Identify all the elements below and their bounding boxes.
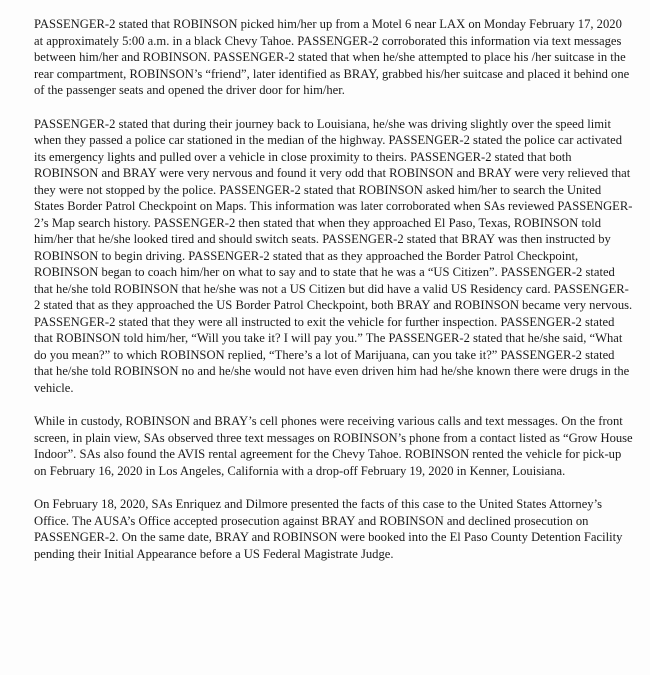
paragraph-pickup: PASSENGER-2 stated that ROBINSON picked him/her up from a Motel 6 near LAX on Monday February 17, 2020 at approximately 5:00 a.m. in a black Chevy Tahoe. PASSENGER-2 corroborated this information via text messages between him/her and ROBINSON. PASSENGER-2 stated that when he/she attempted to place his /her suitcase in the rear compartment, ROBINSON’s “friend”, later identified as BRAY, grabbed his/her suitcase and placed it behind one of the passenger seats and opened the driver door for him/her. <box>34 17 630 97</box>
paragraph-custody: While in custody, ROBINSON and BRAY’s cell phones were receiving various calls and text messages. On the front screen, in plain view, SAs observed three text messages on ROBINSON’s phone from a contact listed as “Grow House Indoor”. SAs also found the AVIS rental agreement for the Chevy Tahoe. ROBINSON rented the vehicle for pick-up on February 16, 2020 in Los Angeles, California with a drop-off February 19, 2020 in Kenner, Louisiana. <box>34 414 633 478</box>
document-body <box>34 16 634 562</box>
paragraph-prosecution: On February 18, 2020, SAs Enriquez and Dilmore presented the facts of this case to the United States Attorney’s Office. The AUSA’s Office accepted prosecution against BRAY and ROBINSON and declined prosecution on PASSENGER-2. On the same date, BRAY and ROBINSON were booked into the El Paso County Detention Facility pending their Initial Appearance before a US Federal Magistrate Judge. <box>34 497 623 561</box>
paragraph-journey: PASSENGER-2 stated that during their journey back to Louisiana, he/she was driving slightly over the speed limit when they passed a police car stationed in the median of the highway. PASSENGER-2 stated the police car activated its emergency lights and pulled over a vehicle in close proximity to theirs. PASSENGER-2 stated that both ROBINSON and BRAY were very nervous and found it very odd that ROBINSON and BRAY were very relieved that they were not stopped by the police. PASSENGER-2 stated that ROBINSON asked him/her to search the United States Border Patrol Checkpoint on Maps. This information was later corroborated when SAs reviewed PASSENGER-2’s Map search history. PASSENGER-2 then stated that when they approached El Paso, Texas, ROBINSON told him/her that he/she looked tired and should switch seats. PASSENGER-2 stated that BRAY was then instructed by ROBINSON to begin driving. PASSENGER-2 stated that as they approached the Border Patrol Checkpoint, ROBINSON began to coach him/her on what to say and to state that he was a “US Citizen”. PASSENGER-2 stated that he/she told ROBINSON that he/she was not a US Citizen but did have a valid US Residency card. PASSENGER-2 stated that as they approached the US Border Patrol Checkpoint, both BRAY and ROBINSON became very nervous. PASSENGER-2 stated that they were all instructed to exit the vehicle for further inspection. PASSENGER-2 stated that ROBINSON told him/her, “Will you take it? I will pay you.” The PASSENGER-2 stated that he/she said, “What do you mean?” to which ROBINSON replied, “There’s a lot of Marijuana, can you take it?” PASSENGER-2 stated that he/she told ROBINSON no and he/she would not have even driven him had he/she known there were drugs in the vehicle. <box>34 116 633 395</box>
